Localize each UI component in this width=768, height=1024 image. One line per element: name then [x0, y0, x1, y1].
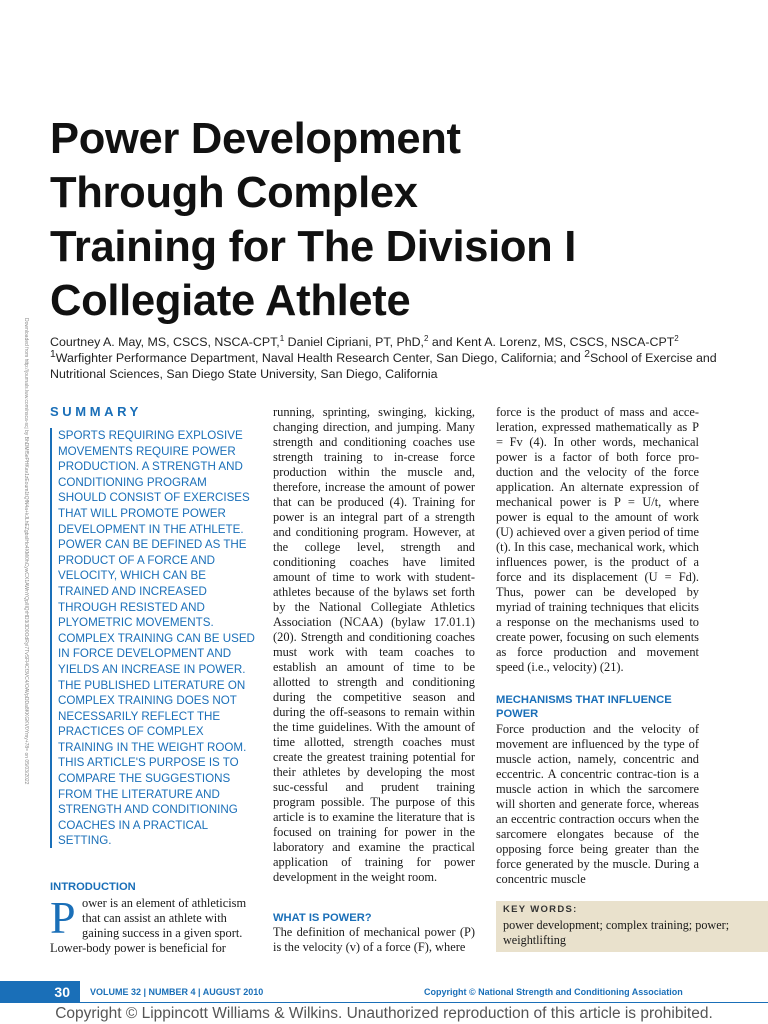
title-line: Collegiate Athlete	[50, 277, 411, 325]
title-line: Training for The Division I	[50, 223, 577, 271]
keywords-heading: KEY WORDS:	[503, 904, 578, 915]
keywords-text: power development; complex training; power; weightlifting	[503, 918, 730, 947]
introduction-text-indented: ower is an element of athleticism that can assist an athlete with gaining success in a given sport.	[82, 896, 247, 940]
author-3: and Kent A. Lorenz, MS, CSCS, NSCA-CPT	[428, 335, 675, 350]
title-line: Through Complex	[50, 169, 418, 217]
introduction-heading: INTRODUCTION	[50, 881, 136, 893]
article-title	[50, 112, 750, 328]
summary-text: SPORTS REQUIRING EXPLOSIVE MOVEMENTS REQUIRE POWER PRODUCTION. A STRENGTH AND CONDITIONING PROGRAM SHOULD CONSIST OF EXERCISES THAT WILL PROMOTE POWER DEVELOPMENT IN THE ATHLETE. POWER CAN BE DEFINED AS THE PRODUCT OF A FORCE AND VELOCITY, WHICH CAN BE TRAINED AND INCREASED THROUGH RESISTED AND PLYOMETRIC MOVEMENTS. COMPLEX TRAINING CAN BE USED IN FORCE DEVELOPMENT AND YIELDS AN INCREASE IN POWER. THE PUBLISHED LITERATURE ON COMPLEX TRAINING DOES NOT NECESSARILY REFLECT THE PRACTICES OF COMPLEX TRAINING IN THE WEIGHT ROOM. THIS ARTICLE'S PURPOSE IS TO COMPARE THE SUGGESTIONS FROM THE LITERATURE AND STRENGTH AND CONDITIONING COACHES IN A PRACTICAL SETTING.	[50, 428, 263, 848]
affil-1: Warfighter Performance Department, Naval Health Research Center, San Diego, California; and	[55, 351, 585, 366]
affil-2: School of Exercise and Nutritional Sciences, San Diego State University, San Diego, California	[50, 351, 717, 382]
affiliations	[50, 347, 750, 382]
mechanisms-heading-line: POWER	[496, 708, 539, 720]
dropcap-letter: P	[50, 892, 76, 943]
summary-heading: SUMMARY	[50, 404, 142, 419]
footer-volume: VOLUME 32 | NUMBER 4 | AUGUST 2010	[90, 987, 264, 997]
introduction-text-full: Lower-body power is beneficial for	[50, 941, 226, 955]
page-number: 30	[0, 981, 80, 1003]
author-sup: 2	[674, 334, 679, 343]
title-line: Power Development	[50, 115, 461, 163]
column3-body: force is the product of mass and acce-leration, expressed mathematically as P = Fv (4). In other words, mechanical power is a factor of both force pro-duction and the velocity of the force application. An alternate expression of mechanical power is P = U/t, where power is equal to the amount of work (U) achieved over a given period of time (t). In this case, mechanical work, which influences power, is the product of a force and its displacement (U = Fd). Thus, power can be developed by myriad of training techniques that elicits a response on the mechanisms used to create power, focusing on such elements as force production and movement speed (i.e., velocity) (21).	[496, 405, 699, 674]
mechanisms-heading	[496, 693, 672, 721]
what-is-power-text: The definition of mechanical power (P) is the velocity (v) of a force (F), where	[273, 925, 475, 954]
mechanisms-text: Force production and the velocity of movement are influenced by the type of muscle action, namely, concentric and eccentric. A concentric contrac-tion is a muscle action in which the sarcomere will shorten and generate force, whereas an eccentric contraction occurs when the sarcomere elongates because of the opposing force being greater than the force generated by the muscle. During a concentric muscle	[496, 722, 699, 886]
author-sup: 1	[279, 334, 285, 343]
side-download-note	[17, 318, 29, 798]
footer-rule	[80, 1002, 768, 1003]
what-is-power-heading: WHAT IS POWER?	[273, 912, 372, 924]
footer-copyright: Copyright © National Strength and Conditioning Association	[424, 987, 683, 997]
bottom-copyright-notice: Copyright © Lippincott Williams & Wilkins. Unauthorized reproduction of this article is prohibited.	[55, 1005, 713, 1022]
mechanisms-heading-line: MECHANISMS THAT INFLUENCE	[496, 694, 672, 706]
side-download-note-text: Downloaded from http://journals.lww.com/nsca-scj by BhDMf5ePHKav1zEoum1tQfN4a+kJLhEZgbsIHo4XMi0hCywCX1AWnYQp/IlQrHD3i3D0OdRyi7TvSFl4Cf3VC4/OAVpDDa8KKGKV0Ymy+78= on 05/03/2022	[23, 318, 29, 785]
author-2: Daniel Cipriani, PT, PhD,	[284, 335, 424, 350]
affil-sup: 1	[50, 349, 56, 360]
author-1: Courtney A. May, MS, CSCS, NSCA-CPT,	[50, 335, 280, 350]
affil-sup: 2	[584, 349, 590, 360]
column2-body: running, sprinting, swinging, kicking, changing direction, and jumping. Many strength and conditioning coaches use strength training to in-crease force production within the muscle and, therefore, increase the amount of power that can be produced (4). Training for power is an integral part of a strength and conditioning program. However, at the college level, strength and conditioning coaches have limited amount of time to work with student-athletes because of the bylaws set forth by the National Collegiate Athletics Association (NCAA) (bylaw 17.01.1) (20). Strength and conditioning coaches must work with team coaches to establish an amount of time to be allotted to strength and conditioning during the competitive season and during the off-seasons to remain within the time guidelines. With the amount of time allotted, strength coaches must create the greatest training potential for their athletes by developing the most suc-cessful and prudent training program possible. The purpose of this article is to examine the literature that is focused on training for power in the laboratory and examine the practical application of training for power development in the weight room.	[273, 405, 475, 884]
author-sup: 2	[424, 334, 429, 343]
